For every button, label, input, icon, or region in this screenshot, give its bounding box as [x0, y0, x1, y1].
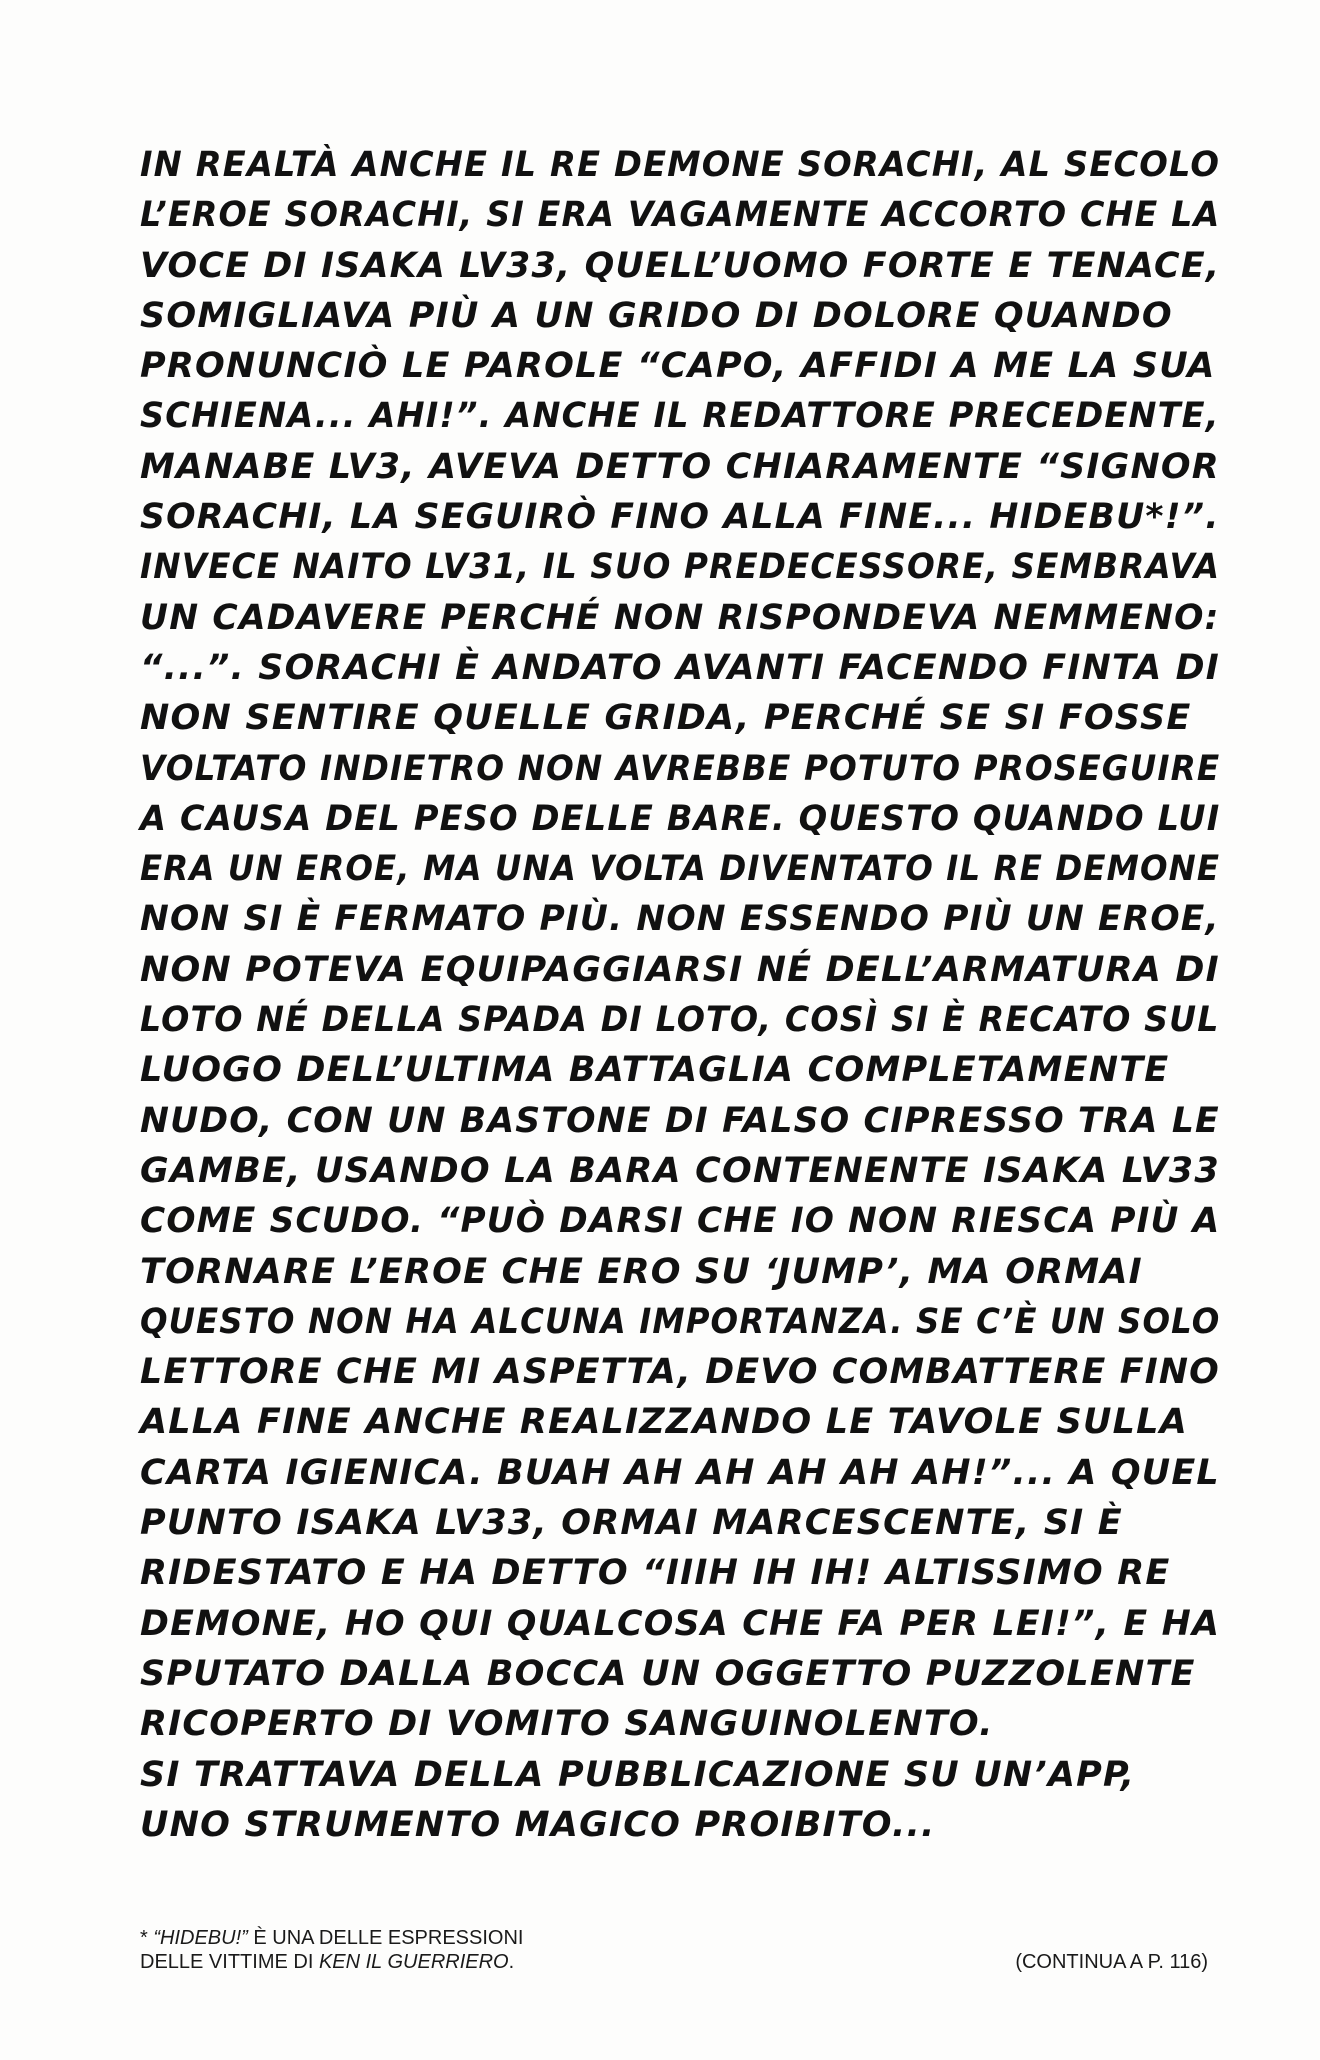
text-line-31: SPUTATO DALLA BOCCA UN OGGETTO PUZZOLENTE	[140, 1653, 1196, 1694]
text-line-23: TORNARE L’EROE CHE ERO SU ‘JUMP’, MA ORMAI	[140, 1251, 1143, 1292]
text-line-29: RIDESTATO E HA DETTO “IIIH IH IH! ALTISSIMO RE	[140, 1553, 1171, 1594]
text-line-25: LETTORE CHE MI ASPETTA, DEVO COMBATTERE FINO	[140, 1352, 1220, 1393]
text-line-22: COME SCUDO. “PUÒ DARSI CHE IO NON RIESCA PIÙ A	[140, 1201, 1221, 1242]
footnote-text-2: DELLE VITTIME DI	[140, 1951, 319, 1973]
text-line-3: VOCE DI ISAKA LV33, QUELL’UOMO FORTE E TENACE,	[140, 245, 1221, 286]
text-line-18: LOTO NÉ DELLA SPADA DI LOTO, COSÌ SI È RECATO SUL	[140, 1000, 1220, 1041]
text-line-5: PRONUNCIÒ LE PAROLE “CAPO, AFFIDI A ME LA SUA	[140, 346, 1216, 387]
footnote	[140, 1926, 523, 1974]
text-line-20: NUDO, CON UN BASTONE DI FALSO CIPRESSO TRA LE	[140, 1100, 1220, 1141]
footnote-text-1: È UNA DELLE ESPRESSIONI	[247, 1927, 524, 1949]
footnote-line-2	[140, 1950, 523, 1974]
text-line-17: NON POTEVA EQUIPAGGIARSI NÉ DELL’ARMATURA DI	[140, 949, 1220, 990]
footnote-text-3: .	[508, 1951, 515, 1973]
text-line-26: ALLA FINE ANCHE REALIZZANDO LE TAVOLE SULLA	[140, 1402, 1188, 1443]
text-line-27: CARTA IGIENICA. BUAH AH AH AH AH AH!”... A QUEL	[140, 1452, 1220, 1493]
text-line-24: QUESTO NON HA ALCUNA IMPORTANZA. SE C’È UN SOLO	[140, 1301, 1221, 1342]
text-line-14: A CAUSA DEL PESO DELLE BARE. QUESTO QUANDO LUI	[140, 798, 1221, 839]
text-line-6: SCHIENA... AHI!”. ANCHE IL REDATTORE PRECEDENTE,	[140, 396, 1220, 437]
text-line-12: NON SENTIRE QUELLE GRIDA, PERCHÉ SE SI FOSSE	[140, 698, 1192, 739]
text-line-15: ERA UN EROE, MA UNA VOLTA DIVENTATO IL RE DEMONE	[140, 849, 1221, 890]
text-line-30: DEMONE, HO QUI QUALCOSA CHE FA PER LEI!”, E HA	[140, 1603, 1221, 1644]
text-line-32: RICOPERTO DI VOMITO SANGUINOLENTO.	[140, 1704, 994, 1745]
continuation-note: (CONTINUA A P. 116)	[1015, 1951, 1208, 1973]
text-line-13: VOLTATO INDIETRO NON AVREBBE POTUTO PROSEGUIRE	[140, 748, 1221, 789]
text-line-21: GAMBE, USANDO LA BARA CONTENENTE ISAKA LV33	[140, 1150, 1220, 1191]
footnote-work-title: KEN IL GUERRIERO	[318, 1951, 509, 1973]
text-line-16: NON SI È FERMATO PIÙ. NON ESSENDO PIÙ UN EROE,	[140, 899, 1220, 940]
footnote-line-1	[140, 1926, 523, 1950]
text-line-2: L’EROE SORACHI, SI ERA VAGAMENTE ACCORTO CHE LA	[140, 195, 1221, 236]
text-line-33: SI TRATTAVA DELLA PUBBLICAZIONE SU UN’APP,	[140, 1754, 1136, 1795]
text-line-8: SORACHI, LA SEGUIRÒ FINO ALLA FINE... HIDEBU*!”.	[140, 497, 1220, 538]
text-line-7: MANABE LV3, AVEVA DETTO CHIARAMENTE “SIGNOR	[140, 446, 1220, 487]
text-line-1: IN REALTÀ ANCHE IL RE DEMONE SORACHI, AL SECOLO	[140, 145, 1221, 185]
text-line-28: PUNTO ISAKA LV33, ORMAI MARCESCENTE, SI È	[140, 1503, 1123, 1544]
main-text-block	[140, 140, 1220, 1850]
text-line-19: LUOGO DELL’ULTIMA BATTAGLIA COMPLETAMENTE	[140, 1050, 1170, 1091]
text-line-10: UN CADAVERE PERCHÉ NON RISPONDEVA NEMMENO:	[140, 597, 1220, 638]
text-line-34: UNO STRUMENTO MAGICO PROIBITO...	[140, 1804, 936, 1845]
text-line-11: “...”. SORACHI È ANDATO AVANTI FACENDO FINTA DI	[140, 647, 1220, 688]
footnote-marker: *	[140, 1927, 154, 1949]
text-line-9: INVECE NAITO LV31, IL SUO PREDECESSORE, SEMBRAVA	[140, 547, 1221, 588]
text-line-4: SOMIGLIAVA PIÙ A UN GRIDO DI DOLORE QUANDO	[140, 295, 1173, 336]
footnote-term: “HIDEBU!”	[153, 1927, 248, 1949]
